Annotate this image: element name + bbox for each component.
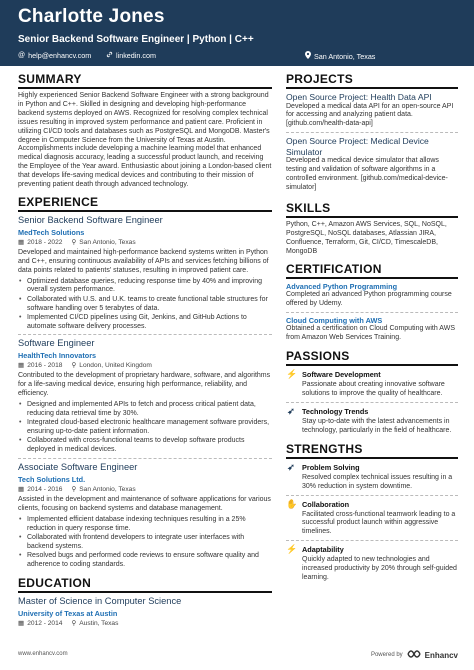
summary-section	[18, 72, 272, 190]
divider	[286, 540, 458, 541]
strength-title: Problem Solving	[302, 462, 360, 472]
job-bullet: • Integrated cloud-based electronic healthcare management software providers, ensuring up-to-date patient information.	[18, 419, 272, 437]
project-entry	[286, 136, 458, 193]
powered-by	[371, 650, 458, 660]
link-icon	[106, 51, 113, 60]
project-title: Open Source Project: Medical Device Simulator	[286, 136, 429, 157]
job-title: Senior Backend Software Engineer	[18, 214, 163, 225]
job-meta	[18, 362, 272, 370]
location-text: San Antonio, Texas	[314, 51, 376, 61]
job-summary: Assisted in the development and maintenance of software applications for various clients, focusing on backend systems and database management.	[18, 495, 271, 512]
location-pin-icon: ⚲	[71, 619, 77, 627]
right-column	[286, 72, 458, 583]
strength-desc: Facilitated cross-functional teamwork leading to a successful product launch within aggressive timelines.	[302, 510, 456, 536]
calendar-icon: ▦	[18, 619, 25, 627]
experience-heading: EXPERIENCE	[18, 195, 272, 212]
skills-section	[286, 201, 458, 257]
job-bullet: • Implemented efficient database indexing techniques resulting in a 25% reduction in query response time.	[18, 516, 272, 534]
left-column	[18, 72, 272, 628]
experience-section	[18, 195, 272, 570]
divider	[286, 132, 458, 133]
divider	[18, 458, 272, 459]
candidate-name: Charlotte Jones	[18, 6, 165, 27]
projects-section	[286, 72, 458, 193]
job-dates	[18, 486, 62, 494]
at-icon: @	[18, 52, 26, 59]
job-location-text: San Antonio, Texas	[79, 238, 136, 246]
strength-head	[286, 500, 458, 509]
skills-text: Python, C++, Amazon AWS Services, SQL, NoSQL, PostgreSQL, NoSQL databases, Atlassian JIRA, Confluence, Terraform, Git, CI/CD, TimescaleDB, MongoDB	[286, 220, 447, 255]
divider	[286, 495, 458, 496]
contact-linkedin[interactable]	[106, 51, 156, 60]
strengths-heading: STRENGTHS	[286, 442, 458, 459]
enhancv-logo-icon	[407, 650, 421, 660]
strength-title: Collaboration	[302, 499, 350, 509]
skills-heading: SKILLS	[286, 201, 458, 218]
job-title: Associate Software Engineer	[18, 461, 138, 472]
cert-desc: Obtained a certification on Cloud Computing with AWS from Amazon Web Services Training.	[286, 325, 455, 342]
lightning-icon: ⚡	[286, 544, 298, 555]
passion-head	[286, 370, 458, 379]
job-summary: Contributed to the development of proprietary hardware, software, and algorithms for a life-saving medical device, ensuring high performance, reliability, and efficiency.	[18, 372, 271, 398]
job-dates	[18, 239, 62, 247]
job-bullet: • Designed and implemented APIs to fetch and process critical patient data, reducing data retrieval time by 30%.	[18, 401, 272, 419]
passion-desc: Stay up-to-date with the latest advancements in technology, particularly in the field of healthcare.	[302, 417, 452, 434]
job-dates-text: 2014 - 2016	[27, 485, 63, 493]
job-location	[71, 362, 151, 370]
passion-title: Software Development	[302, 370, 381, 380]
divider	[18, 334, 272, 335]
projects-heading: PROJECTS	[286, 72, 458, 89]
passions-heading: PASSIONS	[286, 349, 458, 366]
footer-url[interactable]: www.enhancv.com	[18, 651, 68, 657]
candidate-subtitle: Senior Backend Software Engineer | Python | C++	[18, 34, 254, 45]
job-meta	[18, 486, 272, 494]
location-pin-icon: ⚲	[71, 362, 77, 370]
job-entry	[18, 338, 272, 455]
job-bullet: • Collaborated with cross-functional teams to develop software products deployed in medical devices.	[18, 437, 272, 455]
job-entry	[18, 462, 272, 570]
education-dates-text: 2012 - 2014	[27, 619, 63, 627]
strength-desc: Quickly adapted to new technologies and increased productivity by 20% through self-guided learning.	[302, 556, 457, 582]
calendar-icon: ▦	[18, 485, 25, 493]
job-bullet: • Collaborated with frontend developers to integrate user interfaces with backend systems.	[18, 534, 272, 552]
education-section	[18, 576, 272, 628]
job-summary: Developed and maintained high-performance backend systems written in Python and C++, ensuring continuous availability of APIs and services fetching billions of data points related to patients' statuses, resulting in improved patient care.	[18, 248, 269, 274]
job-location-text: San Antonio, Texas	[79, 485, 136, 493]
calendar-icon: ▦	[18, 362, 25, 370]
project-entry	[286, 92, 458, 129]
project-desc: Developed a medical data API for an open-source API for accessing and analyzing patient data. [github.com/health-data-api]	[286, 102, 454, 128]
job-entry	[18, 215, 272, 332]
project-desc: Developed a medical device simulator that allows testing and validation of software algorithms in a controlled environment. [github.com/medical-device-simulator]	[286, 157, 448, 191]
education-location-text: Austin, Texas	[79, 619, 119, 627]
location-pin-icon	[305, 51, 311, 61]
job-bullet: • Collaborated with U.S. and U.K. teams to create functional table structures for software handling over 5 terabytes of data.	[18, 296, 272, 314]
company-name: MedTech Solutions	[18, 227, 85, 237]
education-heading: EDUCATION	[18, 576, 272, 593]
job-location	[71, 239, 135, 247]
strength-title: Adaptability	[302, 545, 344, 555]
job-title: Software Engineer	[18, 338, 95, 349]
degree-title: Master of Science in Computer Science	[18, 595, 182, 606]
email-text[interactable]: help@enhancv.com	[28, 51, 92, 60]
job-location	[71, 486, 135, 494]
rocket-icon: ➶	[287, 405, 295, 416]
divider	[286, 312, 458, 313]
education-location	[71, 620, 118, 628]
handshake-icon: ✋	[286, 498, 298, 509]
strength-head	[286, 463, 458, 472]
strength-desc: Resolved complex technical issues resulting in a 30% reduction in system downtime.	[302, 473, 453, 490]
company-name: HealthTech Innovators	[18, 351, 97, 361]
contact-email[interactable]	[18, 51, 91, 60]
job-meta	[18, 239, 272, 247]
cert-title: Advanced Python Programming	[286, 282, 398, 292]
school-name: University of Texas at Austin	[18, 608, 118, 618]
linkedin-text[interactable]: linkedin.com	[116, 51, 156, 60]
job-bullets	[18, 278, 272, 332]
divider	[286, 402, 458, 403]
passions-section	[286, 349, 458, 436]
summary-heading: SUMMARY	[18, 72, 272, 89]
certification-heading: CERTIFICATION	[286, 262, 458, 279]
passion-desc: Passionate about creating innovative software solutions to improve the quality of healthcare.	[302, 381, 445, 397]
location-pin-icon: ⚲	[71, 238, 77, 246]
company-name: Tech Solutions Ltd.	[18, 474, 86, 484]
summary-text: Highly experienced Senior Backend Software Engineer with a strong background in Python and C++. Skilled in designing and developing high-performance backend systems deployed on AWS. Recognized for resolving complex technical issues resulting in improved system performance and patient care. Proficient in utilizing CI/CD tools and databases such as PostgreSQL and MongoDB. Master's degree in Computer Science from the University of Texas at Austin. Accomplishments include developing a machine learning model that enhanced medical diagnosis accuracy, leading a successful product launch, and receiving the Employee of the Year award. Enthusiastic about joining a London-based client that develops life-saving medical devices and contributing to their mission of preventing patient death through advanced technology.	[18, 92, 272, 189]
job-dates-text: 2018 - 2022	[27, 238, 63, 246]
job-bullets	[18, 516, 272, 570]
strength-head	[286, 545, 458, 554]
strengths-section	[286, 442, 458, 583]
passion-head	[286, 407, 458, 416]
job-bullet: • Implemented CI/CD pipelines using Git, Jenkins, and GitHub Actions to automate software delivery processes.	[18, 314, 272, 332]
cert-title: Cloud Computing with AWS	[286, 316, 383, 326]
education-meta	[18, 620, 272, 628]
location-pin-icon: ⚲	[71, 485, 77, 493]
project-title: Open Source Project: Health Data API	[286, 92, 432, 102]
certification-section	[286, 262, 458, 343]
job-dates-text: 2016 - 2018	[27, 362, 63, 370]
enhancv-brand: Enhancv	[424, 650, 458, 660]
passion-title: Technology Trends	[302, 406, 369, 416]
education-dates	[18, 620, 62, 628]
powered-by-label: Powered by	[370, 652, 403, 658]
job-bullets	[18, 401, 272, 455]
calendar-icon: ▦	[18, 238, 25, 246]
job-bullet: • Resolved bugs and performed code reviews to ensure software quality and adherence to coding standards.	[18, 552, 272, 570]
contact-location	[305, 51, 375, 61]
cert-desc: Completed an advanced Python programming course offered by Udemy.	[286, 291, 452, 308]
job-dates	[18, 362, 62, 370]
lightning-icon: ⚡	[286, 369, 298, 380]
job-bullet: • Optimized database queries, reducing response time by 40% and improving overall system performance.	[18, 278, 272, 296]
rocket-icon: ➶	[287, 461, 295, 472]
resume-header	[0, 0, 474, 66]
job-location-text: London, United Kingdom	[79, 362, 152, 370]
